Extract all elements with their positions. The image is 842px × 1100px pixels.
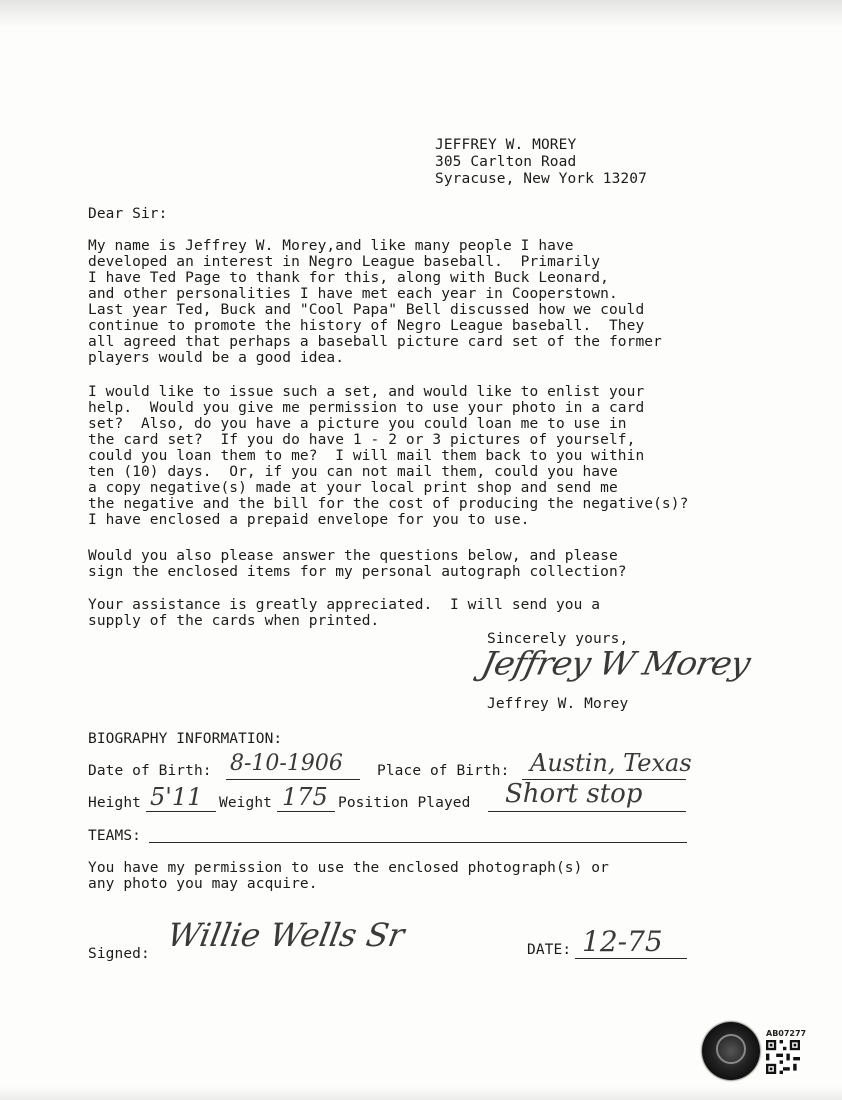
permission-line: You have my permission to use the enclosed photograph(s) or [88,860,609,876]
paragraph-2-line: the card set? If you do have 1 - 2 or 3 pictures of yourself, [88,432,636,448]
paragraph-2-line: ten (10) days. Or, if you can not mail them, could you have [88,464,618,480]
height-label: Height [88,795,141,811]
dob-value: 8-10-1906 [230,751,343,776]
paragraph-2-line: could you loan them to me? I will mail them back to you within [88,448,645,464]
paragraph-2-line: a copy negative(s) made at your local print shop and send me [88,480,618,496]
dob-label: Date of Birth: [88,763,212,779]
pob-label: Place of Birth: [377,763,510,779]
paragraph-4-line: supply of the cards when printed. [88,613,380,629]
teams-underline [149,842,687,843]
sender-name: JEFFREY W. MOREY [435,137,577,153]
paragraph-1-line: and other personalities I have met each year in Cooperstown. [88,286,618,302]
date-underline [575,958,687,959]
paragraph-1-line: developed an interest in Negro League baseball. Primarily [88,254,601,270]
date-value: 12-75 [582,925,663,958]
paragraph-3-line: Would you also please answer the questions below, and please [88,548,618,564]
paper-top-edge [0,0,842,28]
authentication-code: AB07277 [766,1029,807,1038]
paragraph-2-line: set? Also, do you have a picture you could loan me to use in [88,416,627,432]
paragraph-1-line: My name is Jeffrey W. Morey,and like many people I have [88,238,574,254]
paper-bottom-edge [0,1086,842,1100]
paragraph-3-line: sign the enclosed items for my personal autograph collection? [88,564,627,580]
height-underline [146,811,216,812]
height-value: 5'11 [150,783,203,811]
closing: Sincerely yours, [487,631,629,647]
dob-underline [226,779,360,780]
paragraph-1-line: Last year Ted, Buck and "Cool Papa" Bell discussed how we could [88,302,645,318]
weight-label: Weight [219,795,272,811]
paragraph-2-line: I have enclosed a prepaid envelope for you to use. [88,512,530,528]
permission-line: any photo you may acquire. [88,876,318,892]
salutation: Dear Sir: [88,206,168,222]
date-label: DATE: [527,942,572,958]
pob-value: Austin, Texas [530,749,692,777]
player-signature: Willie Wells Sr [164,916,408,954]
authentication-hologram-icon [702,1022,760,1080]
sender-city: Syracuse, New York 13207 [435,171,647,187]
paragraph-1-line: all agreed that perhaps a baseball picture card set of the former [88,334,662,350]
paragraph-4-line: Your assistance is greatly appreciated. I will send you a [88,597,601,613]
bio-heading: BIOGRAPHY INFORMATION: [88,731,283,747]
signed-label: Signed: [88,946,150,962]
teams-label: TEAMS: [88,828,141,844]
position-label: Position Played [338,795,471,811]
position-underline [488,811,686,812]
paragraph-2-line: I would like to issue such a set, and would like to enlist your [88,384,645,400]
signer-name: Jeffrey W. Morey [487,696,629,712]
qr-code-icon [766,1040,800,1074]
paragraph-1-line: continue to promote the history of Negro League baseball. They [88,318,645,334]
sender-signature: Jeffrey W Morey [477,645,753,683]
paragraph-1-line: players would be a good idea. [88,350,345,366]
paragraph-2-line: help. Would you give me permission to use your photo in a card [88,400,645,416]
sender-street: 305 Carlton Road [435,154,577,170]
paragraph-1-line: I have Ted Page to thank for this, along with Buck Leonard, [88,270,609,286]
weight-value: 175 [282,783,328,811]
paragraph-2-line: the negative and the bill for the cost of producing the negative(s)? [88,496,689,512]
position-value: Short stop [505,779,643,809]
weight-underline [277,811,335,812]
